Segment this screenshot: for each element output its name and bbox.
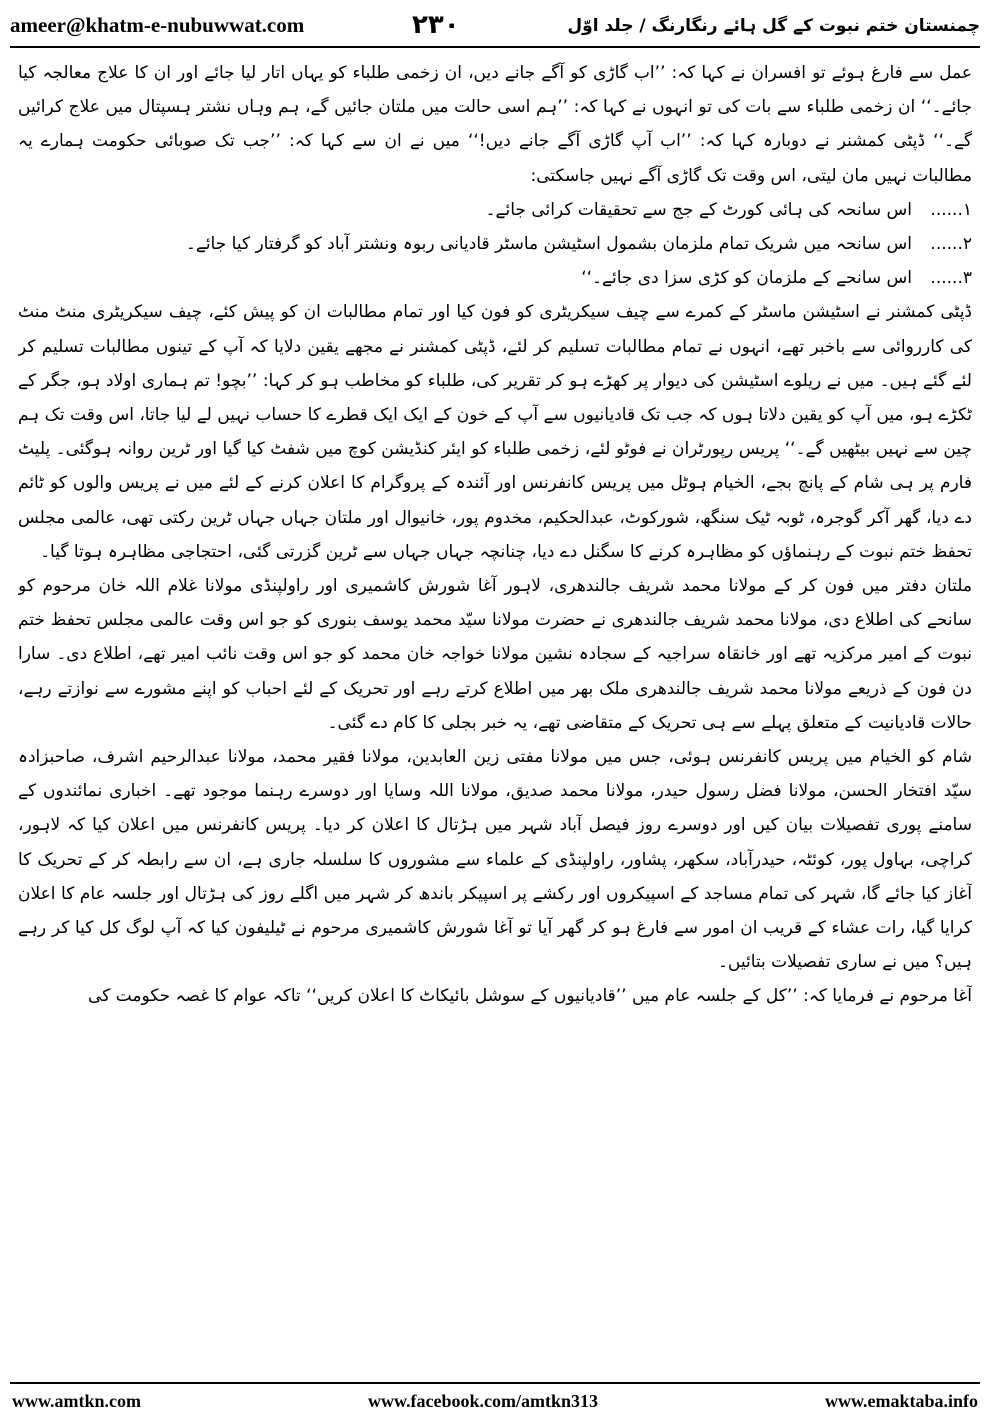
list-item — [18, 193, 972, 227]
footer-link-left[interactable]: www.amtkn.com — [12, 1390, 141, 1411]
list-text: اس سانحہ کی ہائی کورٹ کے جج سے تحقیقات کرائی جائے۔ — [485, 199, 912, 220]
paragraph: شام کو الخیام میں پریس کانفرنس ہوئی، جس میں مولانا مفتی زین العابدین، مولانا فقیر محمد، مولانا عبدالرحیم اشرف، صاحبزادہ سیّد افتخار الحسن، مولانا فضل رسول حیدر، مولانا محمد صدیق، مولانا اللہ وسایا اور دوسرے رہنما موجود تھے۔ اخباری نمائندوں کے سامنے پوری تفصیلات بیان کیں اور دوسرے روز فیصل آباد شہر میں ہڑتال کا اعلان کر دیا۔ پریس کانفرنس میں اعلان کیا کہ لاہور، کراچی، بہاول پور، کوئٹہ، حیدرآباد، سکھر، پشاور، راولپنڈی کے علماء سے مشوروں کا سلسلہ جاری ہے، ان سے رابطہ کر کے تحریک کا آغاز کیا جائے گا، شہر کی تمام مساجد کے اسپیکروں اور رکشے پر اسپیکر باندھ کر شہر میں اگلے روز کی ہڑتال اور جلسہ عام کا اعلان کرایا گیا، رات عشاء کے قریب ان امور سے فارغ ہو کر گھر آیا تو آغا شورش کاشمیری مرحوم نے ٹیلیفون کیا کہ آپ لوگ کل کیا کر رہے ہیں؟ میں نے ساری تفصیلات بتائیں۔ — [18, 747, 972, 973]
header-divider — [10, 46, 980, 48]
footer-link-center[interactable]: www.facebook.com/amtkn313 — [367, 1390, 598, 1411]
list-text: اس سانحے کے ملزمان کو کڑی سزا دی جائے۔‘‘ — [581, 268, 912, 289]
list-number: ۱...... — [930, 199, 972, 220]
footer-link-right[interactable]: www.emaktaba.info — [824, 1390, 978, 1411]
page-body — [18, 56, 972, 1372]
list-item — [18, 227, 972, 261]
paragraph: ڈپٹی کمشنر نے اسٹیشن ماسٹر کے کمرے سے چیف سیکریٹری کو فون کیا اور تمام مطالبات ان کو پیش کئے، چیف سیکریٹری منٹ منٹ کی کارروائی سے باخبر تھے، انہوں نے تمام مطالبات تسلیم کر لئے، ڈپٹی کمشنر نے مجھے یقین دلایا کہ آپ کے تینوں مطالبات تسلیم کر لئے گئے ہیں۔ میں نے ریلوے اسٹیشن کی دیوار پر کھڑے ہو کر تقریر کی، طلباء کو مخاطب ہو کر کہا: ’’بچو! تم ہماری اولاد ہو، جگر کے ٹکڑے ہو، میں آپ کو یقین دلاتا ہوں کہ جب تک قادیانیوں سے آپ کے خون کے ایک ایک قطرے کا حساب نہیں لے لیا جاتا، اس وقت تک ہم چین سے نہیں بیٹھیں گے۔‘‘ پریس رپورٹران نے فوٹو لئے، زخمی طلباء کو ایئر کنڈیشن کوچ میں شفٹ کیا گیا اور ٹرین روانہ ہوگئی۔ پلیٹ فارم پر ہی شام کے پانچ بجے، الخیام ہوٹل میں پریس کانفرنس اور آئندہ کے پروگرام کا اعلان کرنے کے لئے میں نے پریس والوں کو ٹائم دے دیا، گھر آکر گوجرہ، ٹوبہ ٹیک سنگھ، شورکوٹ، عبدالحکیم، مخدوم پور، خانیوال اور ملتان جہاں جہاں ٹرین رکتی تھی، عالمی مجلس تحفظ ختم نبوت کے رہنماؤں کو مظاہرہ کرنے کا سگنل دے دیا، چنانچہ جہاں جہاں سے ٹرین گزرتی گئی، احتجاجی مظاہرہ ہوتا گیا۔ — [18, 302, 972, 562]
header-email: ameer@khatm-e-nubuwwat.com — [10, 12, 305, 37]
page-number: ۲۳۰ — [412, 10, 460, 40]
paragraph: آغا مرحوم نے فرمایا کہ: ’’کل کے جلسہ عام میں ’’قادیانیوں کے سوشل بائیکاٹ کا اعلان کریں‘‘ تاکہ عوام کا غصہ حکومت کی — [87, 986, 972, 1007]
page-header — [10, 8, 980, 42]
list-item — [18, 261, 972, 295]
paragraph: ملتان دفتر میں فون کر کے مولانا محمد شریف جالندھری، لاہور آغا شورش کاشمیری اور راولپنڈی مولانا غلام اللہ خان مرحوم کو سانحے کی اطلاع دی، مولانا محمد شریف جالندھری نے حضرت مولانا سیّد محمد یوسف بنوری کو جو اس وقت عالمی مجلس تحفظ ختم نبوت کے امیر مرکزیہ تھے اور خانقاہ سراجیہ کے سجادہ نشین مولانا خواجہ خان محمد کو جو اس وقت نائب امیر تھے، اطلاع دی۔ سارا دن فون کے ذریعے مولانا محمد شریف جالندھری ملک بھر میں اطلاع کرتے رہے اور تحریک کے لئے احباب کو اپنے مشورے سے نوازتے رہے، حالات قادیانیت کے متعلق پہلے سے ہی تحریک کے متقاضی تھے، یہ خبر بجلی کا کام دے گئی۔ — [18, 576, 972, 733]
list-text: اس سانحہ میں شریک تمام ملزمان بشمول اسٹیشن ماسٹر قادیانی ربوہ ونشتر آباد کو گرفتار کیا جائے۔ — [185, 234, 912, 255]
paragraph: عمل سے فارغ ہوئے تو افسران نے کہا کہ: ’’اب گاڑی کو آگے جانے دیں، ان زخمی طلباء کو یہاں اتار لیا جائے اور ان کا علاج معالجہ کیا جائے۔‘‘ ان زخمی طلباء سے بات کی تو انہوں نے کہا کہ: ’’ہم اسی حالت میں ملتان جائیں گے، ہم وہاں نشتر ہسپتال میں علاج کرائیں گے۔‘‘ ڈپٹی کمشنر نے دوبارہ کہا کہ: ’’اب آپ گاڑی آگے جانے دیں!‘‘ میں نے ان سے کہا کہ: ’’جب تک صوبائی حکومت ہمارے یہ مطالبات نہیں مان لیتی، اس وقت تک گاڑی آگے نہیں جاسکتی: — [18, 63, 972, 186]
page-footer — [12, 1388, 978, 1414]
list-number: ۲...... — [930, 234, 972, 255]
list-number: ۳...... — [930, 268, 972, 289]
book-title: چمنستان ختم نبوت کے گل ہائے رنگارنگ / جلد اوّل — [567, 15, 980, 36]
footer-divider — [10, 1382, 980, 1384]
